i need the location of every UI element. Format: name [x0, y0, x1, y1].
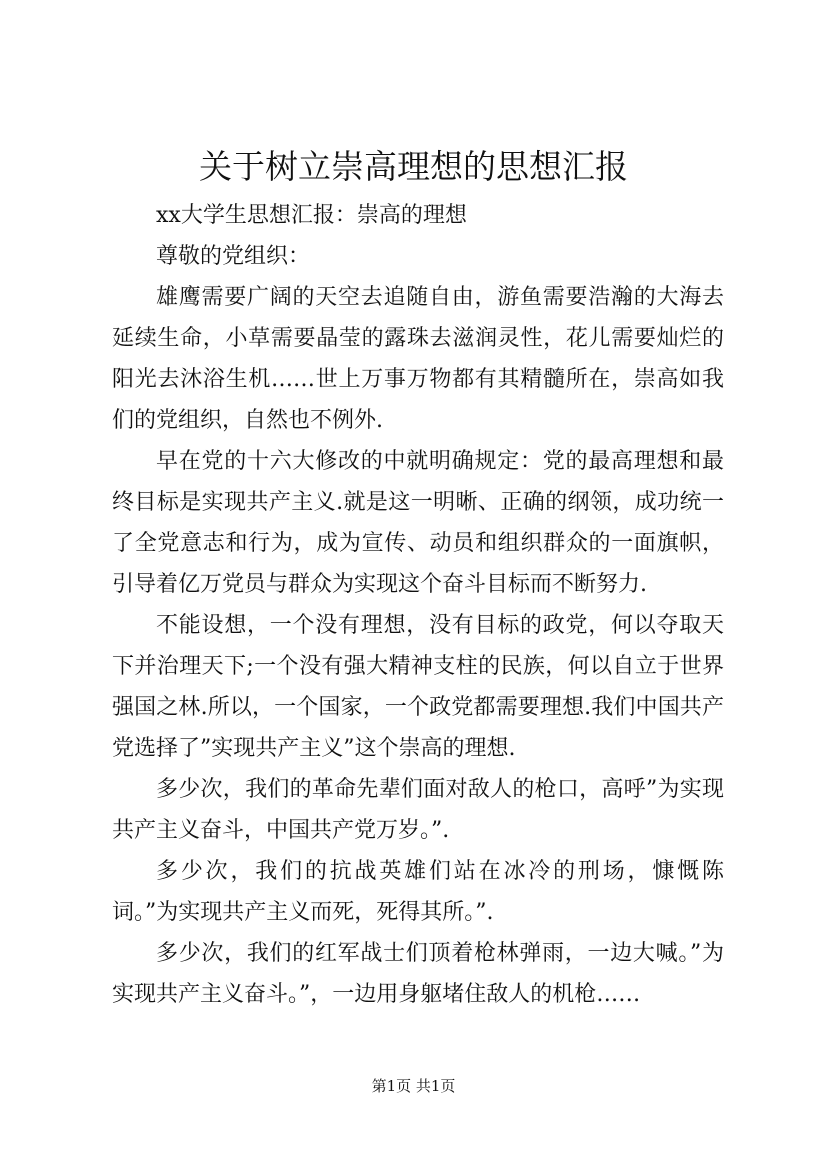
document-body	[112, 195, 724, 1015]
paragraph-5: 多少次，我们的抗战英雄们站在冰冷的刑场，慷慨陈词。”为实现共产主义而死，死得其所。”.	[112, 859, 724, 925]
paragraph-salutation: 尊敬的党组织：	[156, 244, 311, 269]
paragraph-2: 早在党的十六大修改的中就明确规定：党的最高理想和最终目标是实现共产主义.就是这一明晰、正确的纲领，成功统一了全党意志和行为，成为宣传、动员和组织群众的一面旗帜，引导着亿万党员与群众为实现这个奋斗目标而不断努力.	[112, 449, 724, 597]
paragraph-6: 多少次，我们的红军战士们顶着枪林弹雨，一边大喊。”为实现共产主义奋斗。”，一边用身躯堵住敌人的机枪……	[112, 941, 724, 1007]
paragraph-3: 不能设想，一个没有理想，没有目标的政党，何以夺取天下并治理天下;一个没有强大精神支柱的民族，何以自立于世界强国之林.所以，一个国家，一个政党都需要理想.我们中国共产党选择了”实现共产主义”这个崇高的理想.	[112, 613, 724, 761]
document-title: 关于树立崇高理想的思想汇报	[199, 147, 628, 186]
paragraph-subtitle: xx大学生思想汇报：崇高的理想	[156, 203, 467, 228]
paragraph-4: 多少次，我们的革命先辈们面对敌人的枪口，高呼”为实现共产主义奋斗，中国共产党万岁。”.	[112, 777, 724, 843]
paragraph-1: 雄鹰需要广阔的天空去追随自由，游鱼需要浩瀚的大海去延续生命，小草需要晶莹的露珠去滋润灵性，花儿需要灿烂的阳光去沐浴生机……世上万事万物都有其精髓所在，崇高如我们的党组织，自然也不例外.	[112, 285, 724, 433]
page-footer: 第1页 共1页	[371, 1077, 456, 1095]
